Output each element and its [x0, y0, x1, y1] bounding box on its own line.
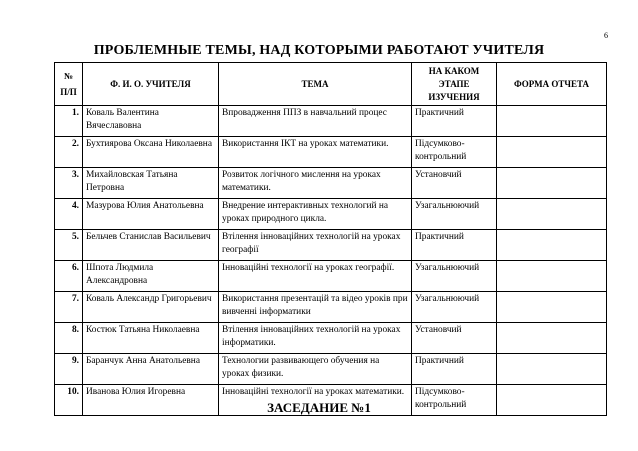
- page-title: ПРОБЛЕМНЫЕ ТЕМЫ, НАД КОТОРЫМИ РАБОТАЮТ УЧИТЕЛЯ: [93, 43, 545, 58]
- teacher-theme: Внедрение интерактивных технологий на уроках природного цикла.: [219, 199, 412, 230]
- row-number: 6.: [55, 261, 83, 292]
- teacher-theme: Розвиток логічного мислення на уроках математики.: [219, 168, 412, 199]
- row-number: 8.: [55, 323, 83, 354]
- row-number: 9.: [55, 354, 83, 385]
- teacher-theme: Інноваційні технології на уроках математики.: [219, 385, 412, 416]
- study-stage: Підсумково-контрольний: [412, 385, 497, 416]
- report-form: [497, 168, 607, 199]
- report-form: [497, 323, 607, 354]
- teacher-name: Мазурова Юлия Анатольевна: [83, 199, 219, 230]
- row-number: 10.: [55, 385, 83, 416]
- table-row: [55, 354, 607, 385]
- table-row: [55, 261, 607, 292]
- teachers-table: [54, 62, 607, 416]
- meeting-heading: ЗАСЕДАНИЕ №1: [267, 400, 371, 415]
- study-stage: Узагальнюючий: [412, 292, 497, 323]
- row-number: 2.: [55, 137, 83, 168]
- teacher-theme: Використання ІКТ на уроках математики.: [219, 137, 412, 168]
- teacher-name: Коваль Валентина Вячеславовна: [83, 106, 219, 137]
- study-stage: Установчий: [412, 168, 497, 199]
- teacher-name: Бельчев Станислав Васильевич: [83, 230, 219, 261]
- header-stage-line2: ЭТАПЕ: [438, 78, 470, 89]
- header-name: Ф. И. О. УЧИТЕЛЯ: [83, 63, 219, 106]
- teacher-theme: Впровадження ППЗ в навчальний процес: [219, 106, 412, 137]
- teacher-name: Бухтиярова Оксана Николаевна: [83, 137, 219, 168]
- header-theme: ТЕМА: [219, 63, 412, 106]
- teacher-theme: Втілення інноваційних технологій на уроках географії: [219, 230, 412, 261]
- teacher-name: Баранчук Анна Анатольевна: [83, 354, 219, 385]
- study-stage: Узагальнюючий: [412, 199, 497, 230]
- report-form: [497, 292, 607, 323]
- teacher-theme: Використання презентацій та відео уроків при вивченні інформатики: [219, 292, 412, 323]
- page-number: 6: [604, 31, 608, 40]
- report-form: [497, 261, 607, 292]
- teacher-name: Михайловская Татьяна Петровна: [83, 168, 219, 199]
- teacher-name: Иванова Юлия Игоревна: [83, 385, 219, 416]
- table-row: [55, 292, 607, 323]
- teacher-name: Шпота Людмила Александровна: [83, 261, 219, 292]
- header-stage-line1: НА КАКОМ: [428, 65, 480, 76]
- row-number: 7.: [55, 292, 83, 323]
- teacher-theme: Інноваційні технології на уроках географії.: [219, 261, 412, 292]
- row-number: 3.: [55, 168, 83, 199]
- report-form: [497, 354, 607, 385]
- row-number: 5.: [55, 230, 83, 261]
- teacher-theme: Втілення інноваційних технологій на уроках інформатики.: [219, 323, 412, 354]
- report-form: [497, 106, 607, 137]
- report-form: [497, 230, 607, 261]
- table-row: [55, 168, 607, 199]
- header-number-line1: №: [63, 71, 74, 81]
- study-stage: Узагальнюючий: [412, 261, 497, 292]
- teacher-name: Костюк Татьяна Николаевна: [83, 323, 219, 354]
- header-form: ФОРМА ОТЧЕТА: [497, 63, 607, 106]
- study-stage: Практичний: [412, 354, 497, 385]
- teacher-theme: Технологии развивающего обучения на уроках физики.: [219, 354, 412, 385]
- study-stage: Установчий: [412, 323, 497, 354]
- report-form: [497, 199, 607, 230]
- header-number: [55, 63, 83, 106]
- table-row: [55, 137, 607, 168]
- study-stage: Підсумково-контрольний: [412, 137, 497, 168]
- table-row: [55, 323, 607, 354]
- header-stage-line3: ИЗУЧЕНИЯ: [428, 91, 480, 102]
- row-number: 4.: [55, 199, 83, 230]
- row-number: 1.: [55, 106, 83, 137]
- header-stage: [412, 63, 497, 106]
- study-stage: Практичний: [412, 230, 497, 261]
- teacher-name: Коваль Александр Григорьевич: [83, 292, 219, 323]
- report-form: [497, 137, 607, 168]
- table-row: [55, 199, 607, 230]
- header-number-line2: П/П: [60, 87, 77, 97]
- table-row: [55, 106, 607, 137]
- table-header-row: [55, 63, 607, 106]
- study-stage: Практичний: [412, 106, 497, 137]
- table-row: [55, 230, 607, 261]
